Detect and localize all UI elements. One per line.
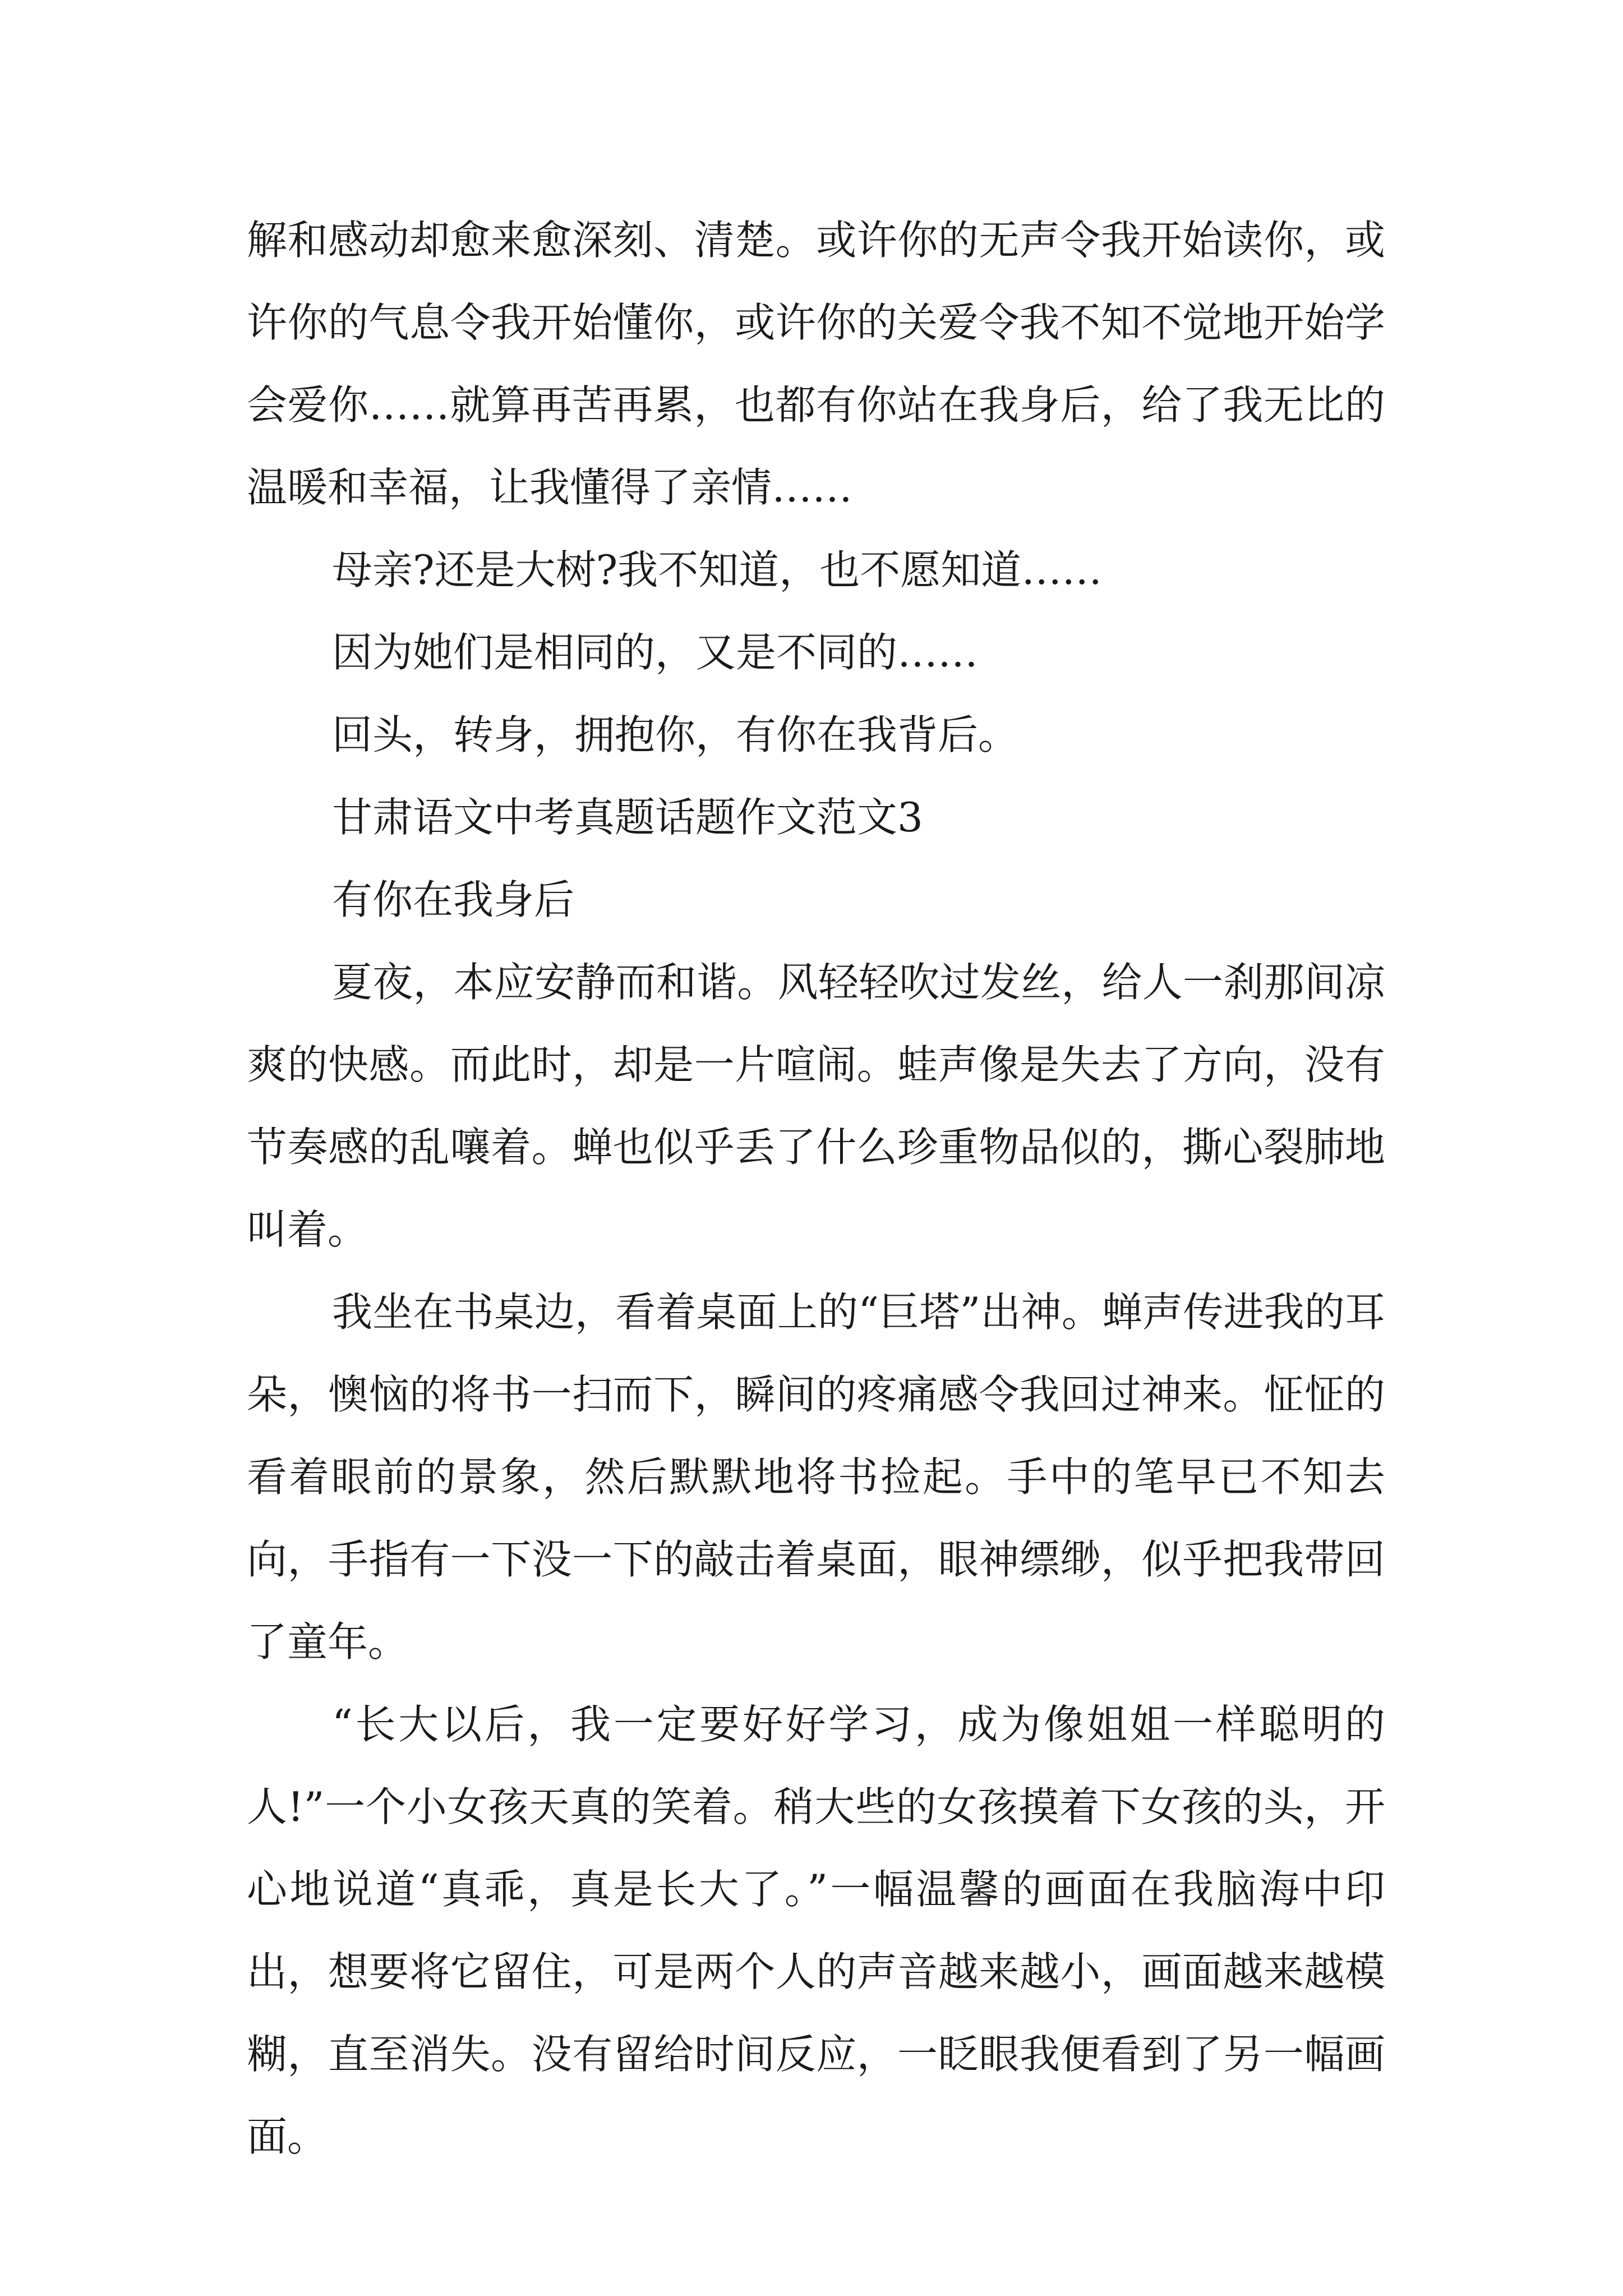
section-heading: 甘肃语文中考真题话题作文范文3 [332, 794, 923, 841]
paragraph: 因为她们是相同的，又是不同的…… [332, 629, 979, 676]
paragraph: “长大以后，我一定要好好学习，成为像姐姐一样聪明的人!”一个小女孩天真的笑着。稍大些的女孩摸着下女孩的头，开心地说道“真乖，真是长大了。”一幅温馨的画面在我脑海中印出，想要将它留住，可是两个人的声音越来越小，画面越来越模糊，直至消失。没有留给时间反应，一眨眼我便看到了另一幅画面。 [247, 1701, 1385, 2160]
paragraph: 夏夜，本应安静而和谐。风轻轻吹过发丝，给人一刹那间凉爽的快感。而此时，却是一片喧闹。蛙声像是失去了方向，没有节奏感的乱嚷着。蝉也似乎丢了什么珍重物品似的，撕心裂肺地叫着。 [247, 959, 1385, 1253]
body-text [247, 199, 1385, 2178]
paragraph: 回头，转身，拥抱你，有你在我背后。 [332, 711, 1019, 758]
paragraph: 母亲?还是大树?我不知道，也不愿知道…… [332, 546, 1103, 593]
paragraph: 我坐在书桌边，看着桌面上的“巨塔”出神。蝉声传进我的耳朵，懊恼的将书一扫而下，瞬间的疼痛感令我回过神来。怔怔的看着眼前的景象，然后默默地将书捡起。手中的笔早已不知去向，手指有一下没一下的敲击着桌面，眼神缥缈，似乎把我带回了童年。 [247, 1289, 1385, 1665]
paragraph: 解和感动却愈来愈深刻、清楚。或许你的无声令我开始读你，或许你的气息令我开始懂你，或许你的关爱令我不知不觉地开始学会爱你……就算再苦再累，也都有你站在我身后，给了我无比的温暖和幸福，让我懂得了亲情…… [247, 217, 1385, 511]
essay-title: 有你在我身后 [332, 876, 575, 923]
